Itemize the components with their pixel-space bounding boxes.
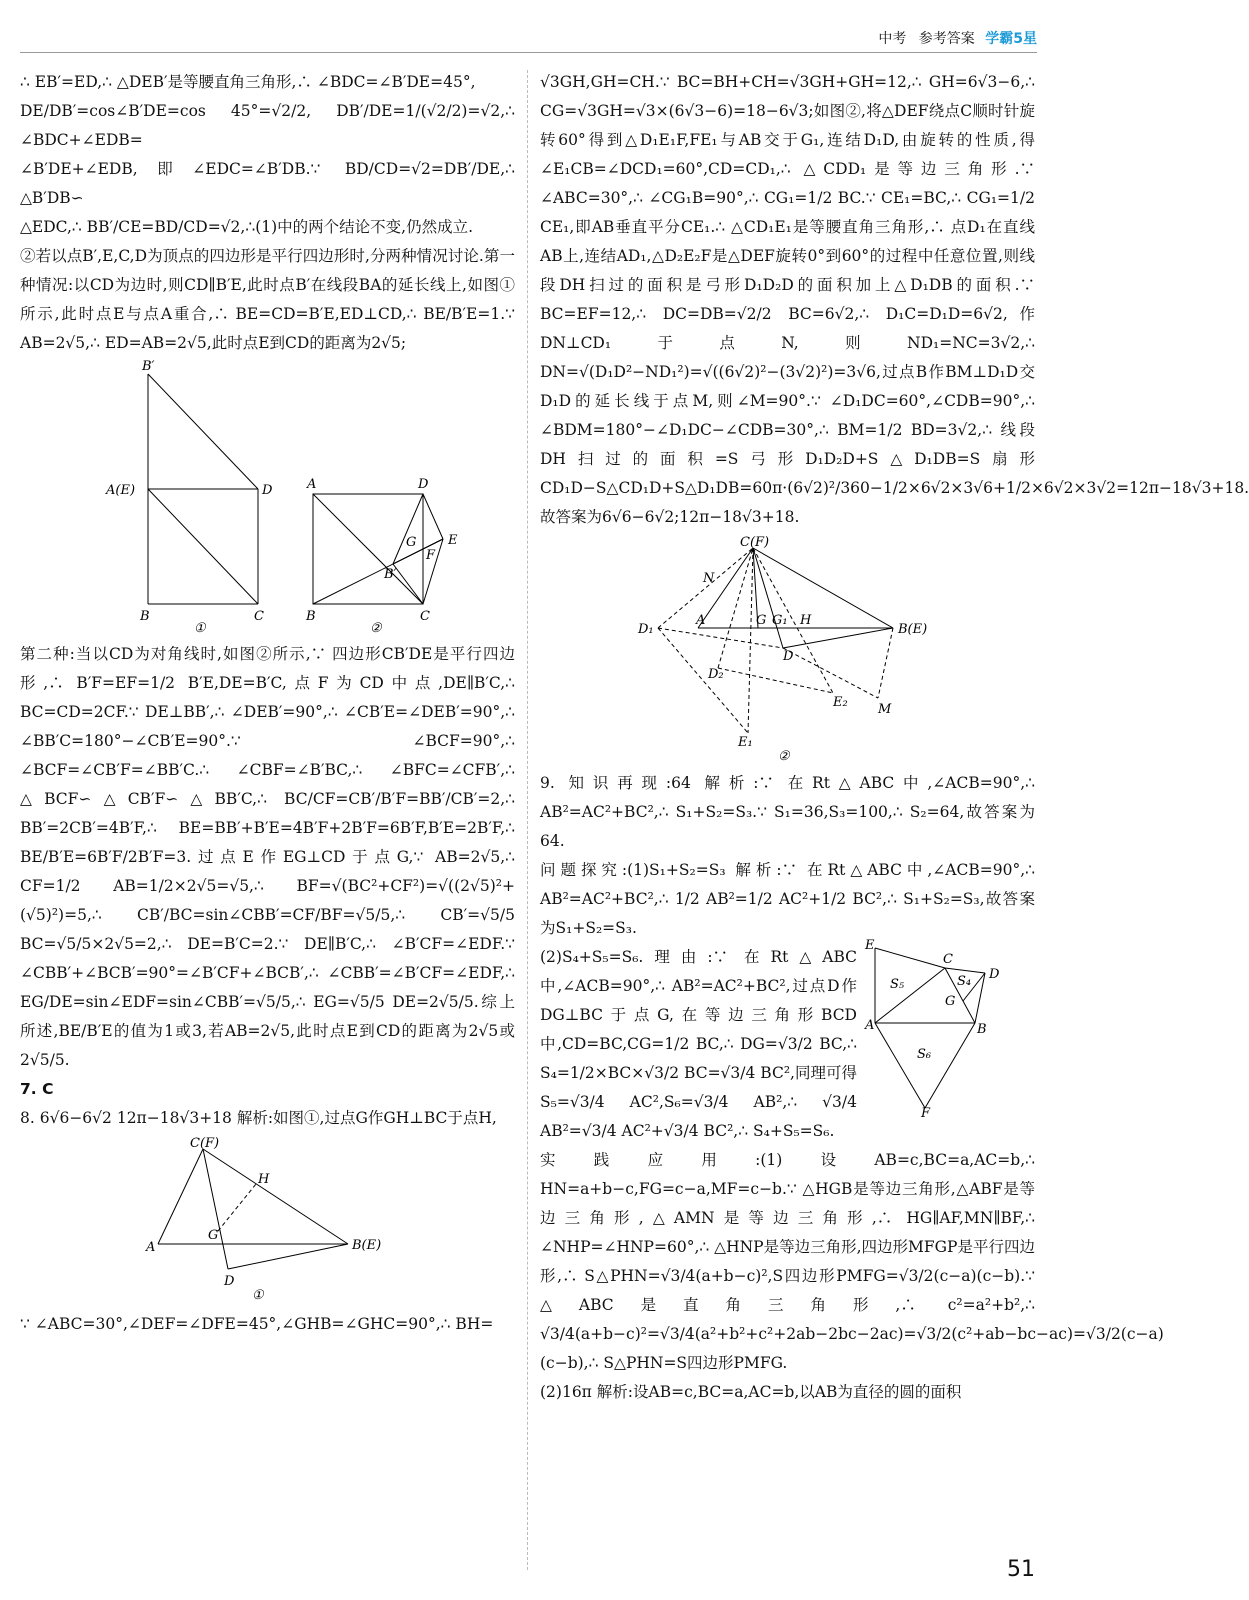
fig4-label-m: M — [877, 702, 891, 717]
header-brand: 学霸5星 — [985, 31, 1037, 47]
fig4-label-e2: E₂ — [832, 695, 848, 710]
left-p6: 第二种:当以CD为对角线时,如图②所示,∵ 四边形CB′DE是平行四边形,∴ B′F=EF=1/2 B′E,DE=B′C,点F为CD中点,DE∥B′C,∴ BC=CD=2CF.∵ DE⊥BB′,∴ ∠DEB′=90°,∴ ∠CB′E=∠DEB′=90°,∴ ∠BB′C=180°−∠CB′E=90°.∵ ∠BCF=90°,∴ ∠BCF=∠CB′F=∠BB′C.∴ ∠CBF=∠B′BC,∴ ∠BFC=∠CFB′,∴ △BCF∽△CB′F∽△BB′C,∴ BC/CF=CB′/B′F=BB′/CB′=2,∴ BB′=2CB′=4B′F,∴ BE=BB′+B′E=4B′F+2B′F=6B′F,B′E=2B′F,∴ BE/B′E=6B′F/2B′F=3.过点E作EG⊥CD于点G,∵ AB=2√5,∴ CF=1/2 AB=1/2×2√5=√5,∴ BF=√(BC²+CF²)=√((2√5)²+(√5)²)=5,∴ CB′/BC=sin∠CBB′=CF/BF=√5/5,∴ CB′=√5/5 BC=√5/5×2√5=2,∴ DE=B′C=2.∵ DE∥B′C,∴ ∠B′CF=∠EDF.∵ ∠CBB′+∠BCB′=90°=∠B′CF+∠BCB′,∴ ∠CBB′=∠B′CF=∠EDF,∴ EG/DE=sin∠EDF=sin∠CBB′=√5/5,∴ EG=√5/5 DE=2√5/5.综上所述,BE/B′E的值为1或3,若AB=2√5,此时点E到CD的距离为2√5或2√5/5. — [20, 645, 515, 1069]
figure-3 — [138, 1136, 398, 1304]
fig2-caption: ② — [369, 621, 382, 636]
fig5-label-e: E — [865, 938, 875, 953]
fig4-label-a: A — [695, 613, 705, 628]
fig5-label-a: A — [865, 1018, 875, 1033]
figure-4 — [637, 535, 938, 764]
fig5-label-s5: S₅ — [890, 977, 905, 992]
header-exam: 中考 — [878, 31, 907, 47]
left-column — [20, 68, 515, 1339]
fig2-label-bprime: B′ — [383, 567, 397, 582]
fig2-label-a: A — [306, 477, 316, 492]
fig2-label-e: E — [447, 533, 457, 548]
fig2-label-g: G — [405, 535, 416, 550]
left-p2: DE/DB′=cos∠B′DE=cos 45°=√2/2, DB′/DE=1/(√2/2)=√2,∴ ∠BDC+∠EDB= — [20, 102, 515, 149]
left-p5: ②若以点B′,E,C,D为顶点的四边形是平行四边形时,分两种情况讨论.第一种情况:以CD为边时,则CD∥B′E,此时点B′在线段BA的延长线上,如图①所示,此时点E与点A重合,∴ BE=CD=B′E,ED⊥CD,∴ BE/B′E=1.∵ AB=2√5,∴ ED=AB=2√5,此时点E到CD的距离为2√5; — [20, 247, 515, 352]
page-header — [878, 28, 1037, 48]
fig3-label-g: G — [207, 1228, 218, 1243]
fig5-label-f: F — [921, 1106, 931, 1121]
fig1-label-c: C — [253, 609, 264, 624]
left-last: ∵ ∠ABC=30°,∠DEF=∠DFE=45°,∠GHB=∠GHC=90°,∴ BH= — [20, 1315, 494, 1333]
answer-9d: 实践应用:(1)设AB=c,BC=a,AC=b,∴ HN=a+b−c,FG=c−a,MF=c−b.∵ △HGB是等边三角形,△ABF是等边三角形,△AMN是等边三角形,∴ HG∥AF,MN∥BF,∴ ∠NHP=∠HNP=60°,∴ △HNP是等边三角形,四边形MFGP是平行四边形,∴ S△PHN=√3/4(a+b−c)²,S四边形PMFG=√3/2(c−a)(c−b).∵ △ABC是直角三角形,∴ c²=a²+b²,∴ √3/4(a+b−c)²=√3/4(a²+b²+c²+2ab−2bc−2ac)=√3/2(c²+ab−bc−ac)=√3/2(c−a)(c−b),∴ S△PHN=S四边形PMFG. — [540, 1151, 1164, 1372]
fig4-label-g: G — [755, 613, 766, 628]
fig2-label-c: C — [419, 609, 430, 624]
fig1-label-ae: A(E) — [105, 483, 135, 498]
fig2-label-b: B — [305, 609, 316, 624]
answer-9e: (2)16π 解析:设AB=c,BC=a,AC=b,以AB为直径的圆的面积 — [540, 1383, 962, 1401]
right-r1: √3GH,GH=CH.∵ BC=BH+CH=√3GH+GH=12,∴ GH=6√3−6,∴ CG=√3GH=√3×(6√3−6)=18−6√3;如图②,将△DEF绕点C顺时针旋转60°得到△D₁E₁F,FE₁与AB交于G₁,连结D₁D,由旋转的性质,得∠E₁CB=∠DCD₁=60°,CD=CD₁,∴ △CDD₁是等边三角形.∵ ∠ABC=30°,∴ ∠CG₁B=90°,∴ CG₁=1/2 BC.∵ CE₁=BC,∴ CG₁=1/2 CE₁,即AB垂直平分CE₁.∴ △CD₁E₁是等腰直角三角形,∴ 点D₁在直线AB上,连结AD₁,△D₂E₂F是△DEF旋转0°到60°的过程中任意位置,则线段DH扫过的面积是弓形D₁D₂D的面积加上△D₁DB的面积.∵ BC=EF=12,∴ DC=DB=√2/2 BC=6√2,∴ D₁C=D₁D=6√2,作DN⊥CD₁于点N,则ND₁=NC=3√2,∴ DN=√(D₁D²−ND₁²)=√((6√2)²−(3√2)²)=3√6,过点B作BM⊥D₁D交D₁D的延长线于点M,则∠M=90°.∵ ∠D₁DC=60°,∠CDB=90°,∴ ∠BDM=180°−∠D₁DC−∠CDB=30°,∴ BM=1/2 BD=3√2,∴ 线段DH扫过的面积=S弓形D₁D₂D+S△D₁DB=S扇形CD₁D−S△CD₁D+S△D₁DB=60π·(6√2)²/360−1/2×6√2×3√6+1/2×6√2×3√2=12π−18√3+18.故答案为6√6−6√2;12π−18√3+18. — [540, 73, 1249, 526]
fig3-label-d: D — [223, 1274, 234, 1289]
answer-7: 7. C — [20, 1080, 54, 1098]
left-p1: ∴ EB′=ED,∴ △DEB′是等腰直角三角形,∴ ∠BDC=∠B′DE=45°, — [20, 73, 476, 91]
fig3-label-cf: C(F) — [189, 1136, 219, 1151]
figure-5 — [865, 938, 1035, 1121]
column-separator — [527, 70, 528, 1570]
fig5-label-d: D — [989, 967, 1000, 982]
figure-1 — [105, 359, 273, 636]
fig1-label-d: D — [261, 483, 272, 498]
header-section: 参考答案 — [918, 31, 975, 47]
fig5-label-s6: S₆ — [917, 1047, 932, 1062]
answer-9a: 9. 知识再现:64 解析:∵ 在Rt△ABC中,∠ACB=90°,∴ AB²=AC²+BC²,∴ S₁+S₂=S₃.∵ S₁=36,S₃=100,∴ S₂=64,故答案为64. — [540, 774, 1035, 850]
fig4-label-h: H — [799, 613, 811, 628]
fig5-label-g: G — [945, 994, 956, 1009]
fig3-label-a: A — [145, 1240, 155, 1255]
right-column — [540, 68, 1249, 1407]
fig4-label-d1: D₁ — [637, 622, 654, 637]
fig4-label-d2: D₂ — [707, 667, 724, 682]
fig1-label-bprime: B′ — [141, 359, 155, 374]
fig5-label-b: B — [977, 1022, 987, 1037]
header-rule — [20, 52, 1037, 53]
left-p4: △EDC,∴ BB′/CE=BD/CD=√2,∴(1)中的两个结论不变,仍然成立. — [20, 218, 474, 236]
left-p3: ∠B′DE+∠EDB,即∠EDC=∠B′DB.∵ BD/CD=√2=DB′/DE,∴ △B′DB∽ — [20, 160, 515, 207]
fig3-label-be: B(E) — [351, 1238, 381, 1253]
fig4-label-n: N — [702, 571, 714, 586]
figure-2 — [305, 477, 458, 636]
fig3-caption: ① — [251, 1288, 264, 1303]
fig4-label-be: B(E) — [897, 622, 927, 637]
fig4-label-d: D — [782, 649, 793, 664]
fig1-caption: ① — [193, 621, 206, 636]
fig3-label-h: H — [257, 1172, 269, 1187]
fig4-caption: ② — [777, 749, 790, 764]
fig4-label-g1: G₁ — [771, 613, 788, 628]
figures-1-2 — [48, 359, 488, 636]
answer-9b: 问题探究:(1)S₁+S₂=S₃ 解析:∵ 在Rt△ABC中,∠ACB=90°,∴ AB²=AC²+BC²,∴ 1/2 AB²=1/2 AC²+1/2 BC²,∴ S₁+S₂=S₃,故答案为S₁+S₂=S₃. — [540, 861, 1035, 937]
fig5-label-c: C — [943, 952, 953, 967]
fig4-label-e1: E₁ — [737, 735, 753, 750]
answer-8: 8. 6√6−6√2 12π−18√3+18 解析:如图①,过点G作GH⊥BC于点H, — [20, 1109, 497, 1127]
fig4-label-cf: C(F) — [739, 535, 769, 550]
answer-9c: (2)S₄+S₅=S₆.理由:∵ 在Rt△ABC中,∠ACB=90°,∴ AB²=AC²+BC²,过点D作DG⊥BC于点G,在等边三角形BCD中,CD=BC,CG=1/2 BC,∴ DG=√3/2 BC,∴ S₄=1/2×BC×√3/2 BC=√3/4 BC²,同理可得S₅=√3/4 AC²,S₆=√3/4 AB²,∴ √3/4 AB²=√3/4 AC²+√3/4 BC²,∴ S₄+S₅=S₆. — [540, 948, 857, 1140]
fig2-label-d: D — [417, 477, 428, 492]
page-number: 51 — [1007, 1557, 1035, 1582]
fig5-label-s4: S₄ — [957, 974, 972, 989]
fig1-label-b: B — [139, 609, 150, 624]
fig2-label-f: F — [425, 548, 435, 563]
